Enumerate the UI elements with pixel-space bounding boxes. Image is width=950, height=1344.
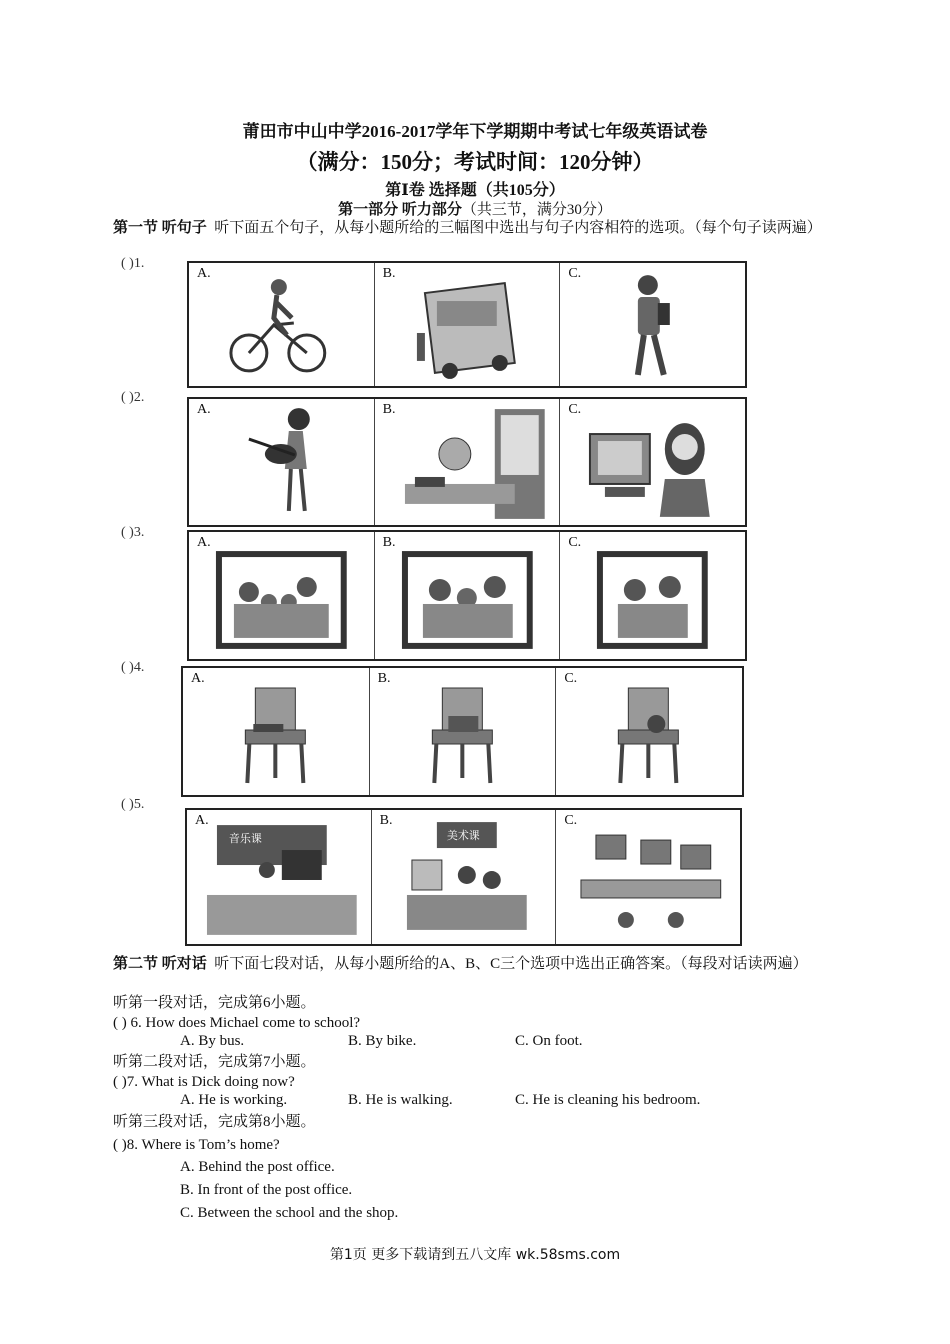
question-4-pictures	[181, 666, 744, 797]
question-1-pictures	[187, 261, 747, 388]
question-2-number: ( )2.	[121, 390, 145, 405]
girl-playing-guitar-picture	[189, 399, 374, 525]
chair-with-box-picture	[370, 668, 556, 795]
family-photo-four-picture	[189, 532, 374, 659]
question-1-number: ( )1.	[121, 256, 145, 271]
q1-option-c: C.	[560, 263, 745, 386]
question-8-option-c: C. Between the school and the shop.	[180, 1205, 399, 1221]
part-heading: 第一部分 听力部分（共三节，满分30分）	[338, 202, 612, 218]
question-5-pictures	[185, 808, 742, 946]
question-3-number: ( )3.	[121, 525, 145, 540]
section1-instruction: 第一节 听句子 听下面五个句子，从每小题所给的三幅图中选出与句子内容相符的选项。（每个句子读两遍）	[113, 220, 822, 236]
svg-text:音乐课: 音乐课	[228, 832, 262, 846]
chair-with-apple-picture	[556, 668, 742, 795]
question-8-option-a: A. Behind the post office.	[180, 1159, 335, 1175]
question-4-number: ( )4.	[121, 660, 145, 675]
question-7-option-c: C. He is cleaning his bedroom.	[515, 1092, 701, 1108]
q5-option-b: B. 美术课	[372, 810, 557, 944]
q5-option-c: C.	[556, 810, 740, 944]
question-2-pictures	[187, 397, 747, 527]
question-7-option-b: B. He is walking.	[348, 1092, 453, 1108]
question-6-option-b: B. By bike.	[348, 1033, 417, 1049]
exam-subtitle: （满分：150分；考试时间：120分钟）	[296, 150, 654, 174]
exam-title: 莆田市中山中学2016-2017学年下学期期中考试七年级英语试卷	[242, 122, 708, 141]
question-3-pictures	[187, 530, 747, 661]
svg-text:美术课: 美术课	[446, 829, 480, 843]
question-7-option-a: A. He is working.	[180, 1092, 288, 1108]
family-photo-three-picture	[375, 532, 560, 659]
q4-option-c: C.	[556, 668, 742, 795]
boy-riding-bike-picture	[189, 263, 374, 386]
q4-option-a: A.	[183, 668, 370, 795]
section2-instruction: 第二节 听对话 听下面七段对话，从每小题所给的A、B、C三个选项中选出正确答案。（每段对话读两遍）	[113, 956, 808, 972]
question-6-option-a: A. By bus.	[180, 1033, 245, 1049]
q2-option-b: B.	[375, 399, 561, 525]
girl-at-desk-picture	[375, 399, 560, 525]
q1-option-b: B.	[375, 263, 561, 386]
question-5-number: ( )5.	[121, 797, 145, 812]
question-8-option-b: B. In front of the post office.	[180, 1182, 353, 1198]
q1-option-a: A.	[189, 263, 375, 386]
music-class-picture	[187, 810, 371, 944]
question-6-option-c: C. On foot.	[515, 1033, 583, 1049]
question-7: ( )7. What is Dick doing now?	[113, 1074, 295, 1090]
chair-with-book-picture	[183, 668, 369, 795]
q5-option-a: A. 音乐课	[187, 810, 372, 944]
question-8: ( )8. Where is Tom’s home?	[113, 1137, 280, 1153]
q2-option-c: C.	[560, 399, 745, 525]
computer-room-picture	[556, 810, 740, 944]
question-6: ( ) 6. How does Michael come to school?	[113, 1015, 361, 1031]
volume-heading: 第Ⅰ卷 选择题（共105分）	[385, 182, 565, 199]
dialogue-1-intro: 听第一段对话，完成第6小题。	[113, 995, 316, 1011]
bus-picture	[375, 263, 560, 386]
page-footer: 第1页 更多下载请到五八文库 wk.58sms.com	[329, 1247, 621, 1263]
q4-option-b: B.	[370, 668, 557, 795]
q3-option-c: C.	[560, 532, 745, 659]
dialogue-3-intro: 听第三段对话，完成第8小题。	[113, 1114, 316, 1130]
q3-option-a: A.	[189, 532, 375, 659]
girl-with-computer-picture	[560, 399, 745, 525]
couple-photo-picture	[560, 532, 745, 659]
boy-walking-picture	[560, 263, 745, 386]
q3-option-b: B.	[375, 532, 561, 659]
dialogue-2-intro: 听第二段对话，完成第7小题。	[113, 1054, 316, 1070]
q2-option-a: A.	[189, 399, 375, 525]
art-class-picture	[372, 810, 556, 944]
